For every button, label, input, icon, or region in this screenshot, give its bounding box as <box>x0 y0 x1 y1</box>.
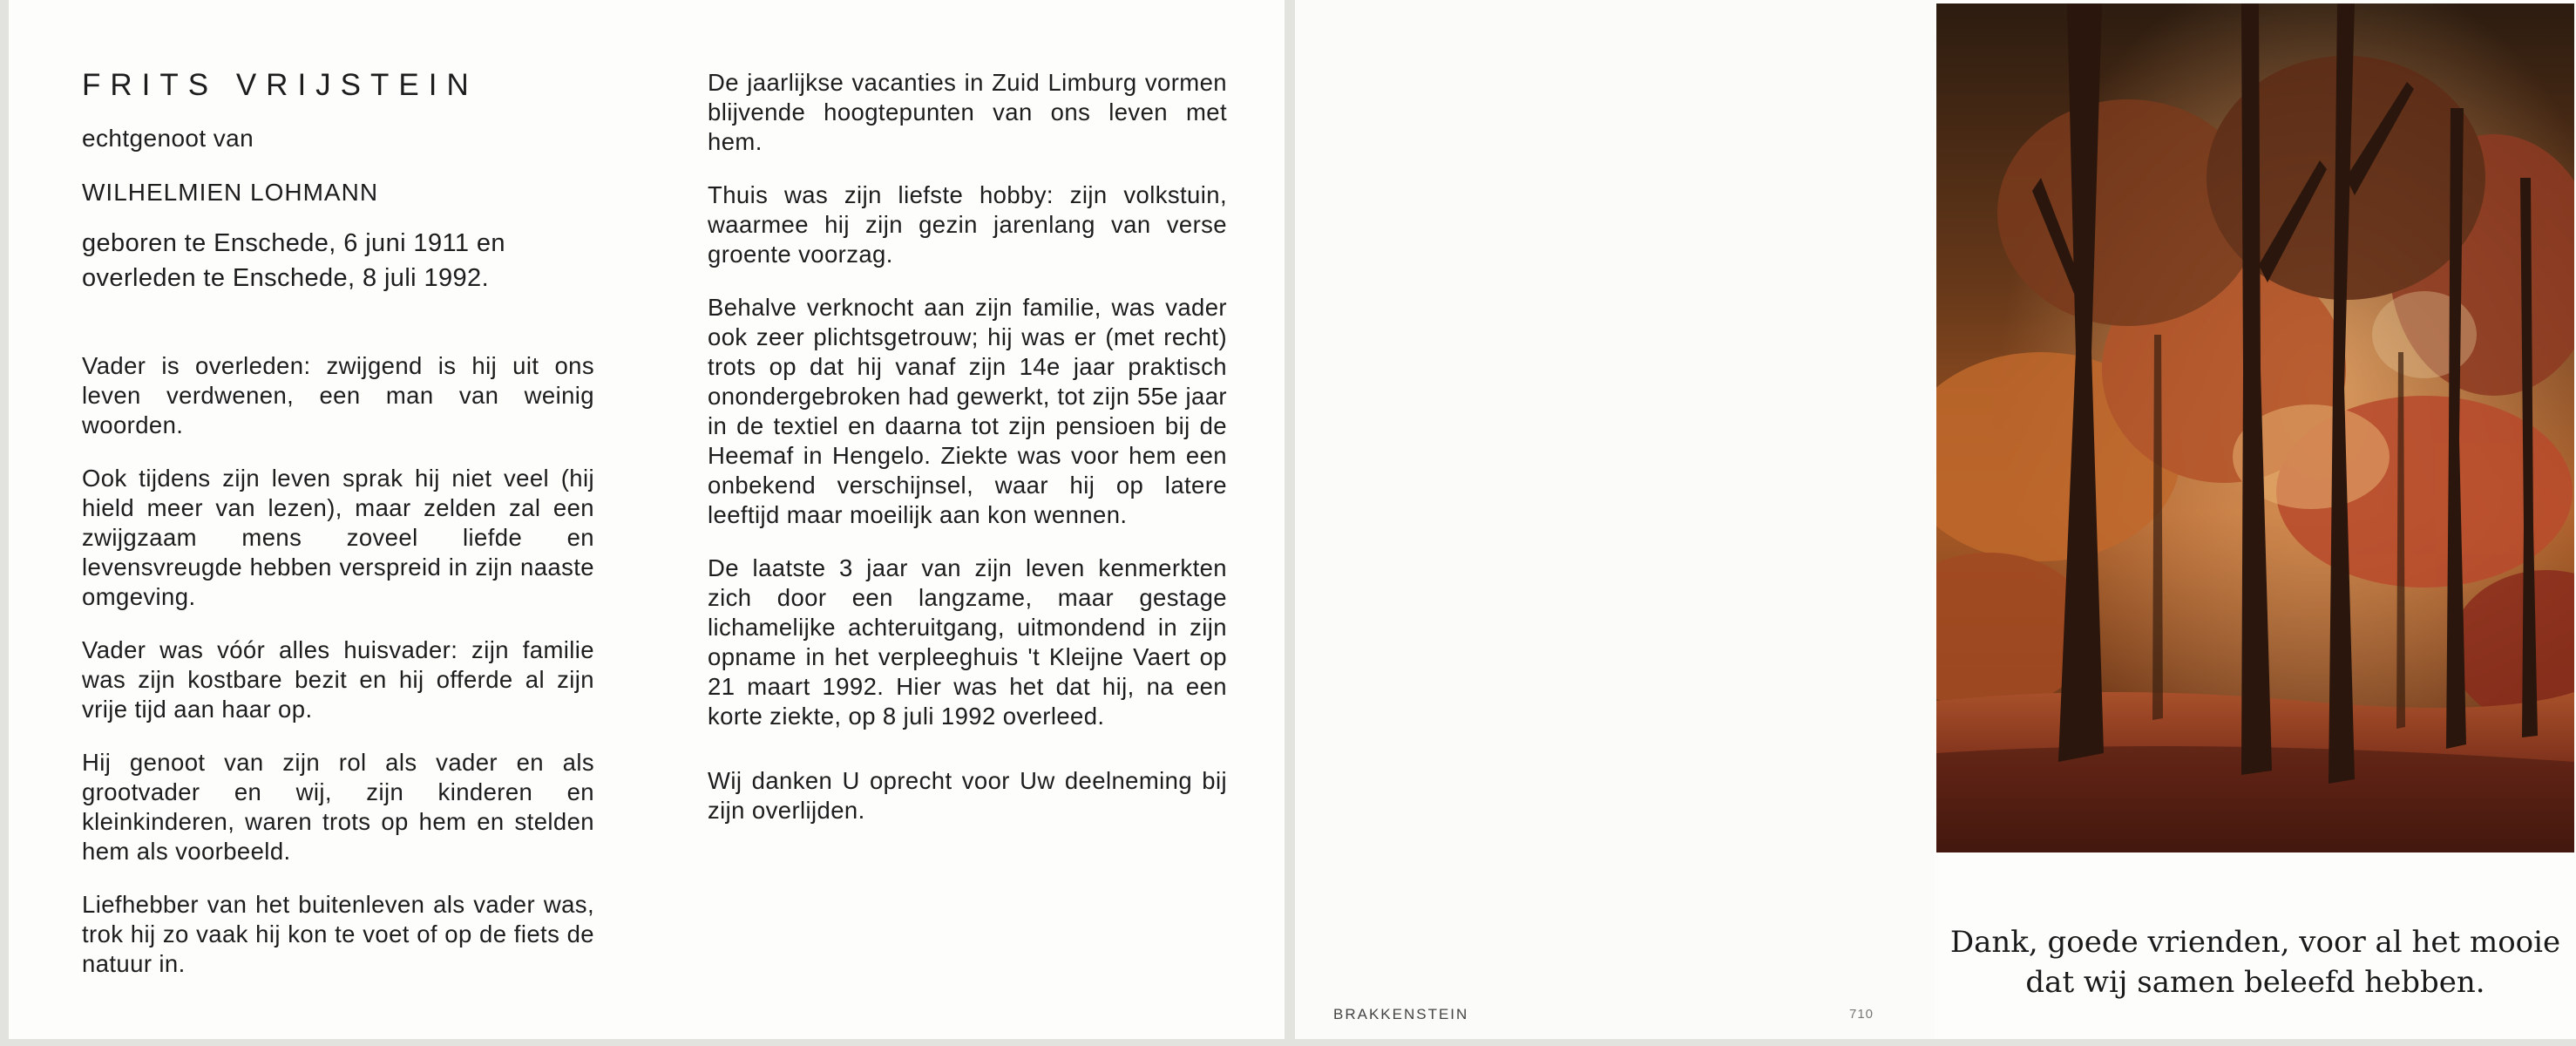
spouse-name: WILHELMIEN LOHMANN <box>82 179 379 206</box>
text-column-left <box>82 63 594 1002</box>
deceased-name: FRITS VRIJSTEIN <box>82 68 478 102</box>
card-caption <box>1935 922 2576 1002</box>
paragraph: Ook tijdens zijn leven sprak hij niet veel (hij hield meer van lezen), maar zelden zal een zwijgzaam mens zoveel liefde en levensvreugde hebben verspreid in zijn naaste omgeving. <box>82 465 594 610</box>
paragraph: Behalve verknocht aan zijn familie, was vader ook zeer plichtsgetrouw; hij was er (met recht) trots op dat hij vanaf zijn 14e jaar praktisch onondergebroken had gewerkt, tot zijn 55e jaar in de textiel en daarna tot zijn pensioen bij de Heemaf in Hengelo. Ziekte was voor hem een onbekend verschijnsel, waar hij op latere leeftijd maar moeilijk aan kon wennen. <box>708 294 1227 528</box>
paragraph: Wij danken U oprecht voor Uw deelneming bij zijn overlijden. <box>708 767 1227 824</box>
memorial-card-front <box>1935 0 2576 1039</box>
publisher-name: BRAKKENSTEIN <box>1333 1006 1469 1022</box>
death-line: overleden te Enschede, 8 juli 1992. <box>82 264 490 292</box>
paragraph: Thuis was zijn liefste hobby: zijn volkstuin, waarmee hij zijn gezin jarenlang van verse groente voorzag. <box>708 181 1227 268</box>
birth-line: geboren te Enschede, 6 juni 1911 en <box>82 229 505 257</box>
paragraph: De laatste 3 jaar van zijn leven kenmerkten zich door een langzame, maar gestage lichamelijke achteruitgang, uitmondend in zijn opname in het verpleeghuis 't Kleijne Vaert op 21 maart 1992. Hier was het dat hij, na een korte ziekte, op 8 juli 1992 overleed. <box>708 554 1227 730</box>
text-column-right <box>708 68 1227 849</box>
memorial-card-inside <box>9 0 1285 1039</box>
paragraph: De jaarlijkse vacanties in Zuid Limburg vormen blijvende hoogtepunten van ons leven met hem. <box>708 69 1227 155</box>
paragraph: Vader is overleden: zwijgend is hij uit ons leven verdwenen, een man van weinig woorden. <box>82 352 594 438</box>
paragraph: Vader was vóór alles huisvader: zijn familie was zijn kostbare bezit en hij offerde al zijn vrije tijd aan haar op. <box>82 636 594 723</box>
fold-gap <box>1285 0 1295 1039</box>
autumn-forest-photo <box>1936 3 2574 852</box>
paragraph: Hij genoot van zijn rol als vader en als grootvader en wij, zijn kinderen en kleinkinderen, waren trots op hem en stelden hem als voorbeeld. <box>82 749 594 865</box>
life-dates <box>82 226 594 295</box>
memorial-card-back <box>1295 0 1935 1039</box>
caption-line: dat wij samen beleefd hebben. <box>2025 965 2485 1000</box>
spouse-intro: echtgenoot van <box>82 125 254 152</box>
caption-line: Dank, goede vrienden, voor al het mooie <box>1949 925 2561 960</box>
paragraph: Liefhebber van het buitenleven als vader was, trok hij zo vaak hij kon te voet of op de fiets de natuur in. <box>82 891 594 977</box>
card-number: 710 <box>1849 1007 1874 1022</box>
